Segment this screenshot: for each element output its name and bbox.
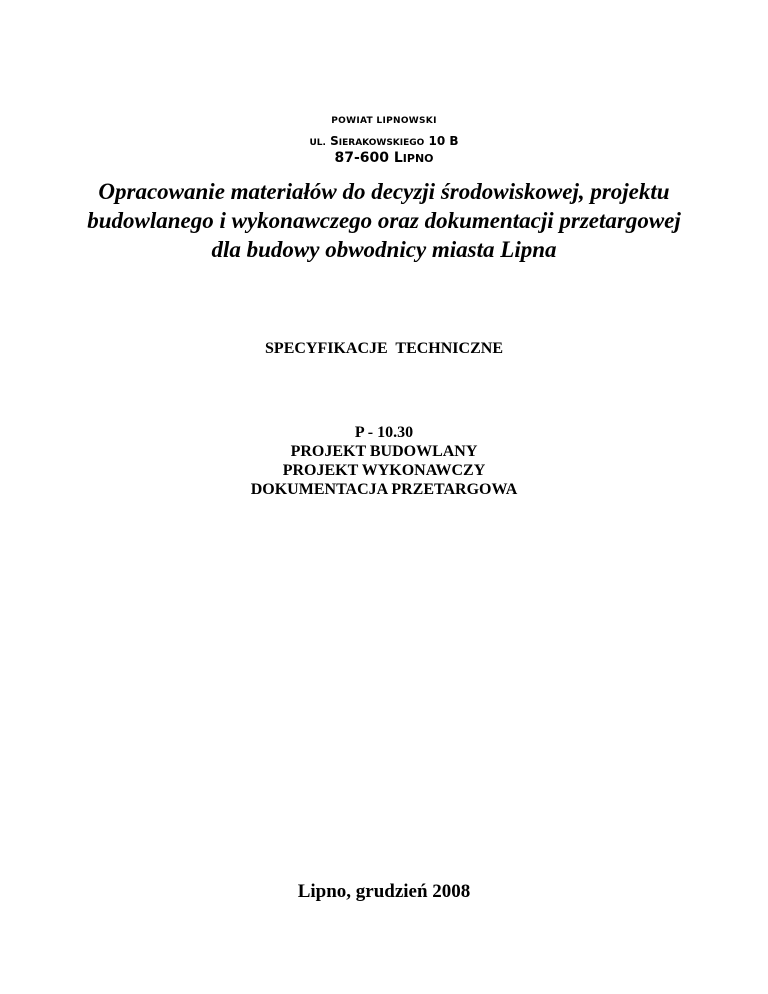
scope-list [0, 442, 768, 499]
project-number: P - 10.30 [354, 424, 414, 441]
scope-item: PROJEKT WYKONAWCZY [282, 462, 486, 479]
header-county-text: POWIAT LIPNOWSKI [331, 116, 437, 126]
spec-heading: SPECYFIKACJE TECHNICZNE [265, 340, 503, 357]
header-street-prefix: UL. [309, 138, 326, 148]
header-city-name [394, 150, 434, 166]
scope-item: PROJEKT BUDOWLANY [290, 443, 478, 460]
header-street-name [330, 134, 424, 148]
header-city-rest: IPNO [402, 152, 434, 165]
place-date: Lipno, grudzień 2008 [297, 881, 471, 902]
header-city-initial: L [393, 150, 403, 166]
header-street-number: 10 B [428, 134, 459, 148]
title-line-1: Opracowanie materiałów do decyzji środowiskowej, projektu [98, 179, 670, 204]
header-street-rest: IERAKOWSKIEGO [338, 138, 425, 148]
title-line-3: dla budowy obwodnicy miasta Lipna [211, 237, 557, 262]
header-street-initial: S [330, 134, 339, 148]
header-street [0, 134, 768, 148]
scope-item: DOKUMENTACJA PRZETARGOWA [250, 481, 518, 498]
document-title [0, 177, 768, 264]
header-county [0, 116, 768, 126]
header-city [0, 150, 768, 166]
title-line-2: budowlanego i wykonawczego oraz dokumentacji przetargowej [87, 208, 681, 233]
header-postal-code: 87-600 [334, 150, 389, 166]
